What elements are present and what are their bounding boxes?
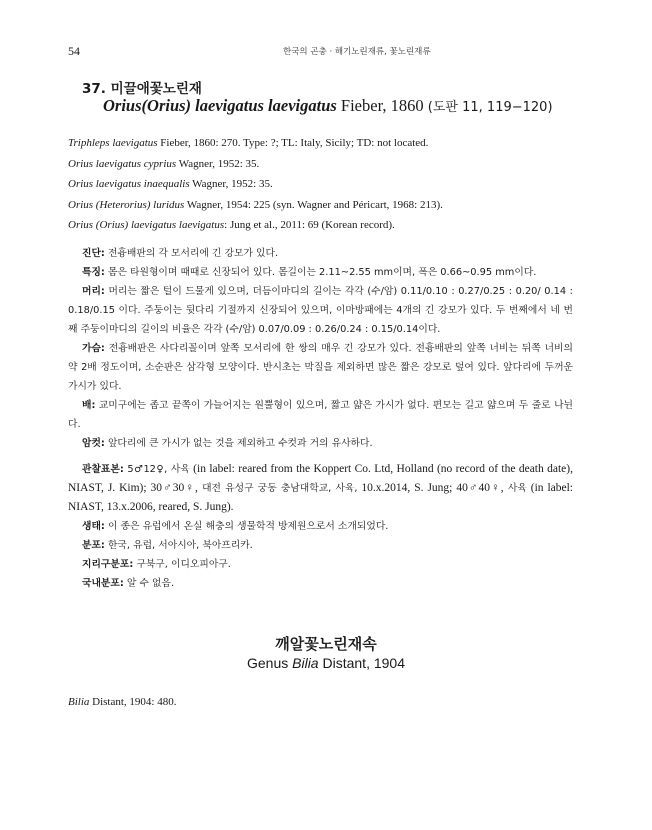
distribution-text: 한국, 유럽, 서아시아, 북아프리카. [104, 540, 253, 551]
genus-name: Bilia [292, 655, 319, 671]
synonym-ref: Wagner, 1952: 35. [176, 157, 260, 170]
genus-prefix: Genus [247, 655, 293, 671]
features-text: 몸은 타원형이며 때때로 신장되어 있다. 몸길이는 2.11~2.55 mm이며, 폭은 0.66~0.95 mm이다. [104, 267, 537, 278]
head-text: 머리는 짧은 털이 드물게 있으며, 더듬이마디의 길이는 각각 (수/암) 0.11/0.10 : 0.27/0.25 : 0.20/ 0.14 : 0.18/0.15 이다. 주둥이는 뒷다리 기절까지 신장되어 있으며, 이마방패에는 4개의 긴 강모가 있다. 두 번째에서 네 번째 주둥이마디의 길이의 비율은 각각 (수/암) 0.07/0.09 : 0.26/0.24 : 0.15/0.14이다. [68, 286, 573, 335]
korea-distribution-text: 알 수 없음. [123, 578, 175, 589]
ecology-label: 생태: [82, 521, 105, 532]
species-author: Fieber, 1860 [336, 96, 424, 115]
examined-paragraph [68, 460, 573, 517]
species-epithet: laevigatus laevigatus [195, 96, 337, 115]
features-label: 특징: [82, 267, 105, 278]
synonym-entry [68, 195, 588, 216]
female-text: 앞다리에 큰 가시가 없는 것을 제외하고 수컷과 거의 유사하다. [104, 438, 373, 449]
head-paragraph [68, 282, 573, 339]
synonym-name: Orius (Heterorius) luridus [68, 198, 185, 211]
plate-reference: (도판 11, 119−120) [423, 100, 553, 115]
korea-distribution-paragraph [68, 574, 573, 593]
korea-distribution-label: 국내분포: [82, 578, 124, 589]
diagnosis-paragraph [68, 244, 573, 263]
ecology-text: 이 종은 유럽에서 온실 해충의 생물학적 방제원으로서 소개되었다. [104, 521, 389, 532]
genus-name: Orius [103, 96, 142, 115]
material-section [68, 460, 573, 593]
species-number-title: 37. 미끌애꽃노린재 [82, 81, 202, 97]
running-title: 한국의 곤충 · 해기노린재류, 꽃노린재류 [283, 47, 431, 57]
thorax-label: 가슴: [82, 343, 105, 354]
synonym-entry [68, 133, 588, 154]
distribution-label: 분포: [82, 540, 105, 551]
examined-text: (in label: reared from the Koppert Co. Ltd, Holland (no record of the death date), NIAST, J. Kim); 30♂30♀, [68, 463, 573, 494]
diagnosis-text: 전흉배판의 각 모서리에 긴 강모가 있다. [104, 248, 279, 259]
examined-text: 사육 [503, 483, 527, 494]
genus-korean-title: 깨알꽃노린재속 [275, 635, 377, 653]
species-description [68, 244, 573, 453]
page-number: 54 [68, 44, 80, 58]
examined-text: 10.x.2014, S. Jung; 40♂40♀, [357, 482, 504, 494]
genus-synonym-ref: Distant, 1904: 480. [89, 696, 177, 708]
synonym-ref: Wagner, 1952: 35. [189, 178, 273, 190]
diagnosis-label: 진단: [82, 248, 105, 259]
synonym-entry [68, 215, 588, 236]
synonym-entry [68, 174, 588, 195]
distribution-paragraph [68, 536, 573, 555]
abdomen-text: 교미구에는 좁고 끝쪽이 가늘어지는 원뿔형이 있으며, 짧고 얇은 가시가 없다. 편모는 길고 얇으며 두 줄로 나뉜다. [68, 400, 573, 430]
page-header [68, 44, 588, 60]
head-label: 머리: [82, 286, 105, 297]
zoogeographic-paragraph [68, 555, 573, 574]
examined-text: (in label: NIAST, 13.x.2006, reared, S. Jung). [68, 482, 573, 513]
synonym-list [68, 133, 588, 236]
examined-label: 관찰표본: [82, 464, 124, 475]
species-scientific-name [103, 96, 553, 116]
examined-text: 5♂12♀, 사육 [123, 464, 190, 475]
thorax-paragraph [68, 339, 573, 396]
zoogeographic-label: 지리구분포: [82, 559, 134, 570]
ecology-paragraph [68, 517, 573, 536]
synonym-name: Orius laevigatus cyprius [68, 157, 177, 170]
abdomen-label: 배: [82, 400, 96, 411]
genus-synonym [68, 696, 176, 708]
synonym-ref: Fieber, 1860: 270. Type: ?; TL: Italy, Sicily; TD: not located. [157, 137, 429, 149]
synonym-name: Triphleps laevigatus [68, 137, 158, 149]
examined-text: 대전 유성구 궁동 충남대학교, 사육, [197, 483, 358, 494]
synonym-entry [68, 154, 588, 175]
genus-scientific-title [0, 655, 652, 671]
synonym-name: Orius laevigatus inaequalis [68, 178, 190, 190]
features-paragraph [68, 263, 573, 282]
synonym-ref: Wagner, 1954: 225 (syn. Wagner and Péricart, 1968: 213). [184, 198, 443, 211]
female-label: 암컷: [82, 438, 105, 449]
subgenus-name: (Orius) [141, 96, 192, 115]
synonym-name: Orius (Orius) laevigatus laevigatus [68, 219, 225, 231]
zoogeographic-text: 구북구, 이디오피아구. [133, 559, 231, 570]
female-paragraph [68, 434, 573, 453]
thorax-text: 전흉배판은 사다리꼴이며 앞쪽 모서리에 한 쌍의 매우 긴 강모가 있다. 전흉배판의 앞쪽 너비는 뒤쪽 너비의 약 2배 정도이며, 소순판은 삼각형 모양이다. 반시초는 막질을 제외하면 많은 짧은 강모로 덮여 있다. 앞다리에 두꺼운 가시가 있다. [68, 343, 573, 392]
abdomen-paragraph [68, 396, 573, 434]
genus-author: Distant, 1904 [318, 655, 405, 671]
genus-synonym-name: Bilia [68, 696, 90, 708]
synonym-ref: : Jung et al., 2011: 69 (Korean record). [224, 219, 395, 231]
